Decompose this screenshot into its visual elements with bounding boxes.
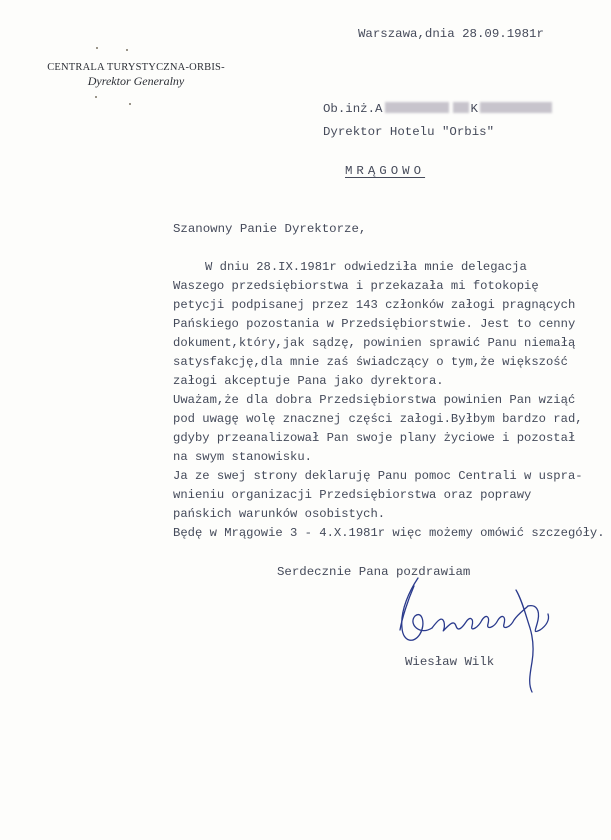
- body-line: dokument,który,jak sądzę, powinien sprawić Panu niemałą: [173, 336, 576, 350]
- paper-speck: [129, 103, 131, 105]
- redacted-first-name: [385, 102, 449, 113]
- body-line: W dniu 28.IX.1981r odwiedziła mnie delegacja: [205, 260, 527, 274]
- letterhead-position: Dyrektor Generalny: [87, 74, 185, 88]
- recipient-town: MRĄGOWO: [345, 164, 426, 178]
- body-line: Ja ze swej strony deklaruję Panu pomoc Centrali w uspra-: [173, 469, 583, 483]
- place-date: Warszawa,dnia 28.09.1981r: [358, 27, 544, 41]
- paper-speck: [126, 49, 128, 51]
- body-line: na swym stanowisku.: [173, 450, 312, 464]
- body-line: petycji podpisanej przez 143 członków załogi pragnących: [173, 298, 576, 312]
- paper-speck: [95, 96, 97, 98]
- recipient-title: Ob.inż.A: [323, 102, 383, 116]
- body-line: Będę w Mrągowie 3 - 4.X.1981r więc możemy omówić szczegóły.: [173, 526, 605, 540]
- body-line: satysfakcję,dla mnie zaś świadczący o tym,że większość: [173, 355, 568, 369]
- recipient-position: Dyrektor Hotelu "Orbis": [323, 125, 495, 139]
- body-line: Pańskiego pozostania w Przedsiębiorstwie. Jest to cenny: [173, 317, 576, 331]
- recipient-line: [323, 101, 554, 117]
- signatory-name: Wiesław Wilk: [405, 655, 495, 669]
- salutation: Szanowny Panie Dyrektorze,: [173, 222, 367, 236]
- body-line: pańskich warunków osobistych.: [173, 507, 386, 521]
- recipient-surname-initial: K: [470, 102, 478, 116]
- body-line: wnieniu organizacji Przedsiębiorstwa oraz poprawy: [173, 488, 532, 502]
- paper-speck: [96, 47, 98, 49]
- letterhead: [36, 62, 236, 89]
- redacted-surname: [480, 102, 552, 113]
- handwritten-signature: [390, 570, 560, 700]
- body-line: Uważam,że dla dobra Przedsiębiorstwa powinien Pan wziąć: [173, 393, 576, 407]
- body-line: pod uwagę wolę znacznej części załogi.Byłbym bardzo rad,: [173, 412, 583, 426]
- letterhead-organization: CENTRALA TURYSTYCZNA-ORBIS-: [47, 62, 225, 73]
- body-line: gdyby przeanalizował Pan swoje plany życiowe i pozostał: [173, 431, 576, 445]
- closing: Serdecznie Pana pozdrawiam: [277, 565, 471, 579]
- redacted-gap: [453, 102, 469, 113]
- body-line: Waszego przedsiębiorstwa i przekazała mi fotokopię: [173, 279, 539, 293]
- body-line: załogi akceptuje Pana jako dyrektora.: [173, 374, 444, 388]
